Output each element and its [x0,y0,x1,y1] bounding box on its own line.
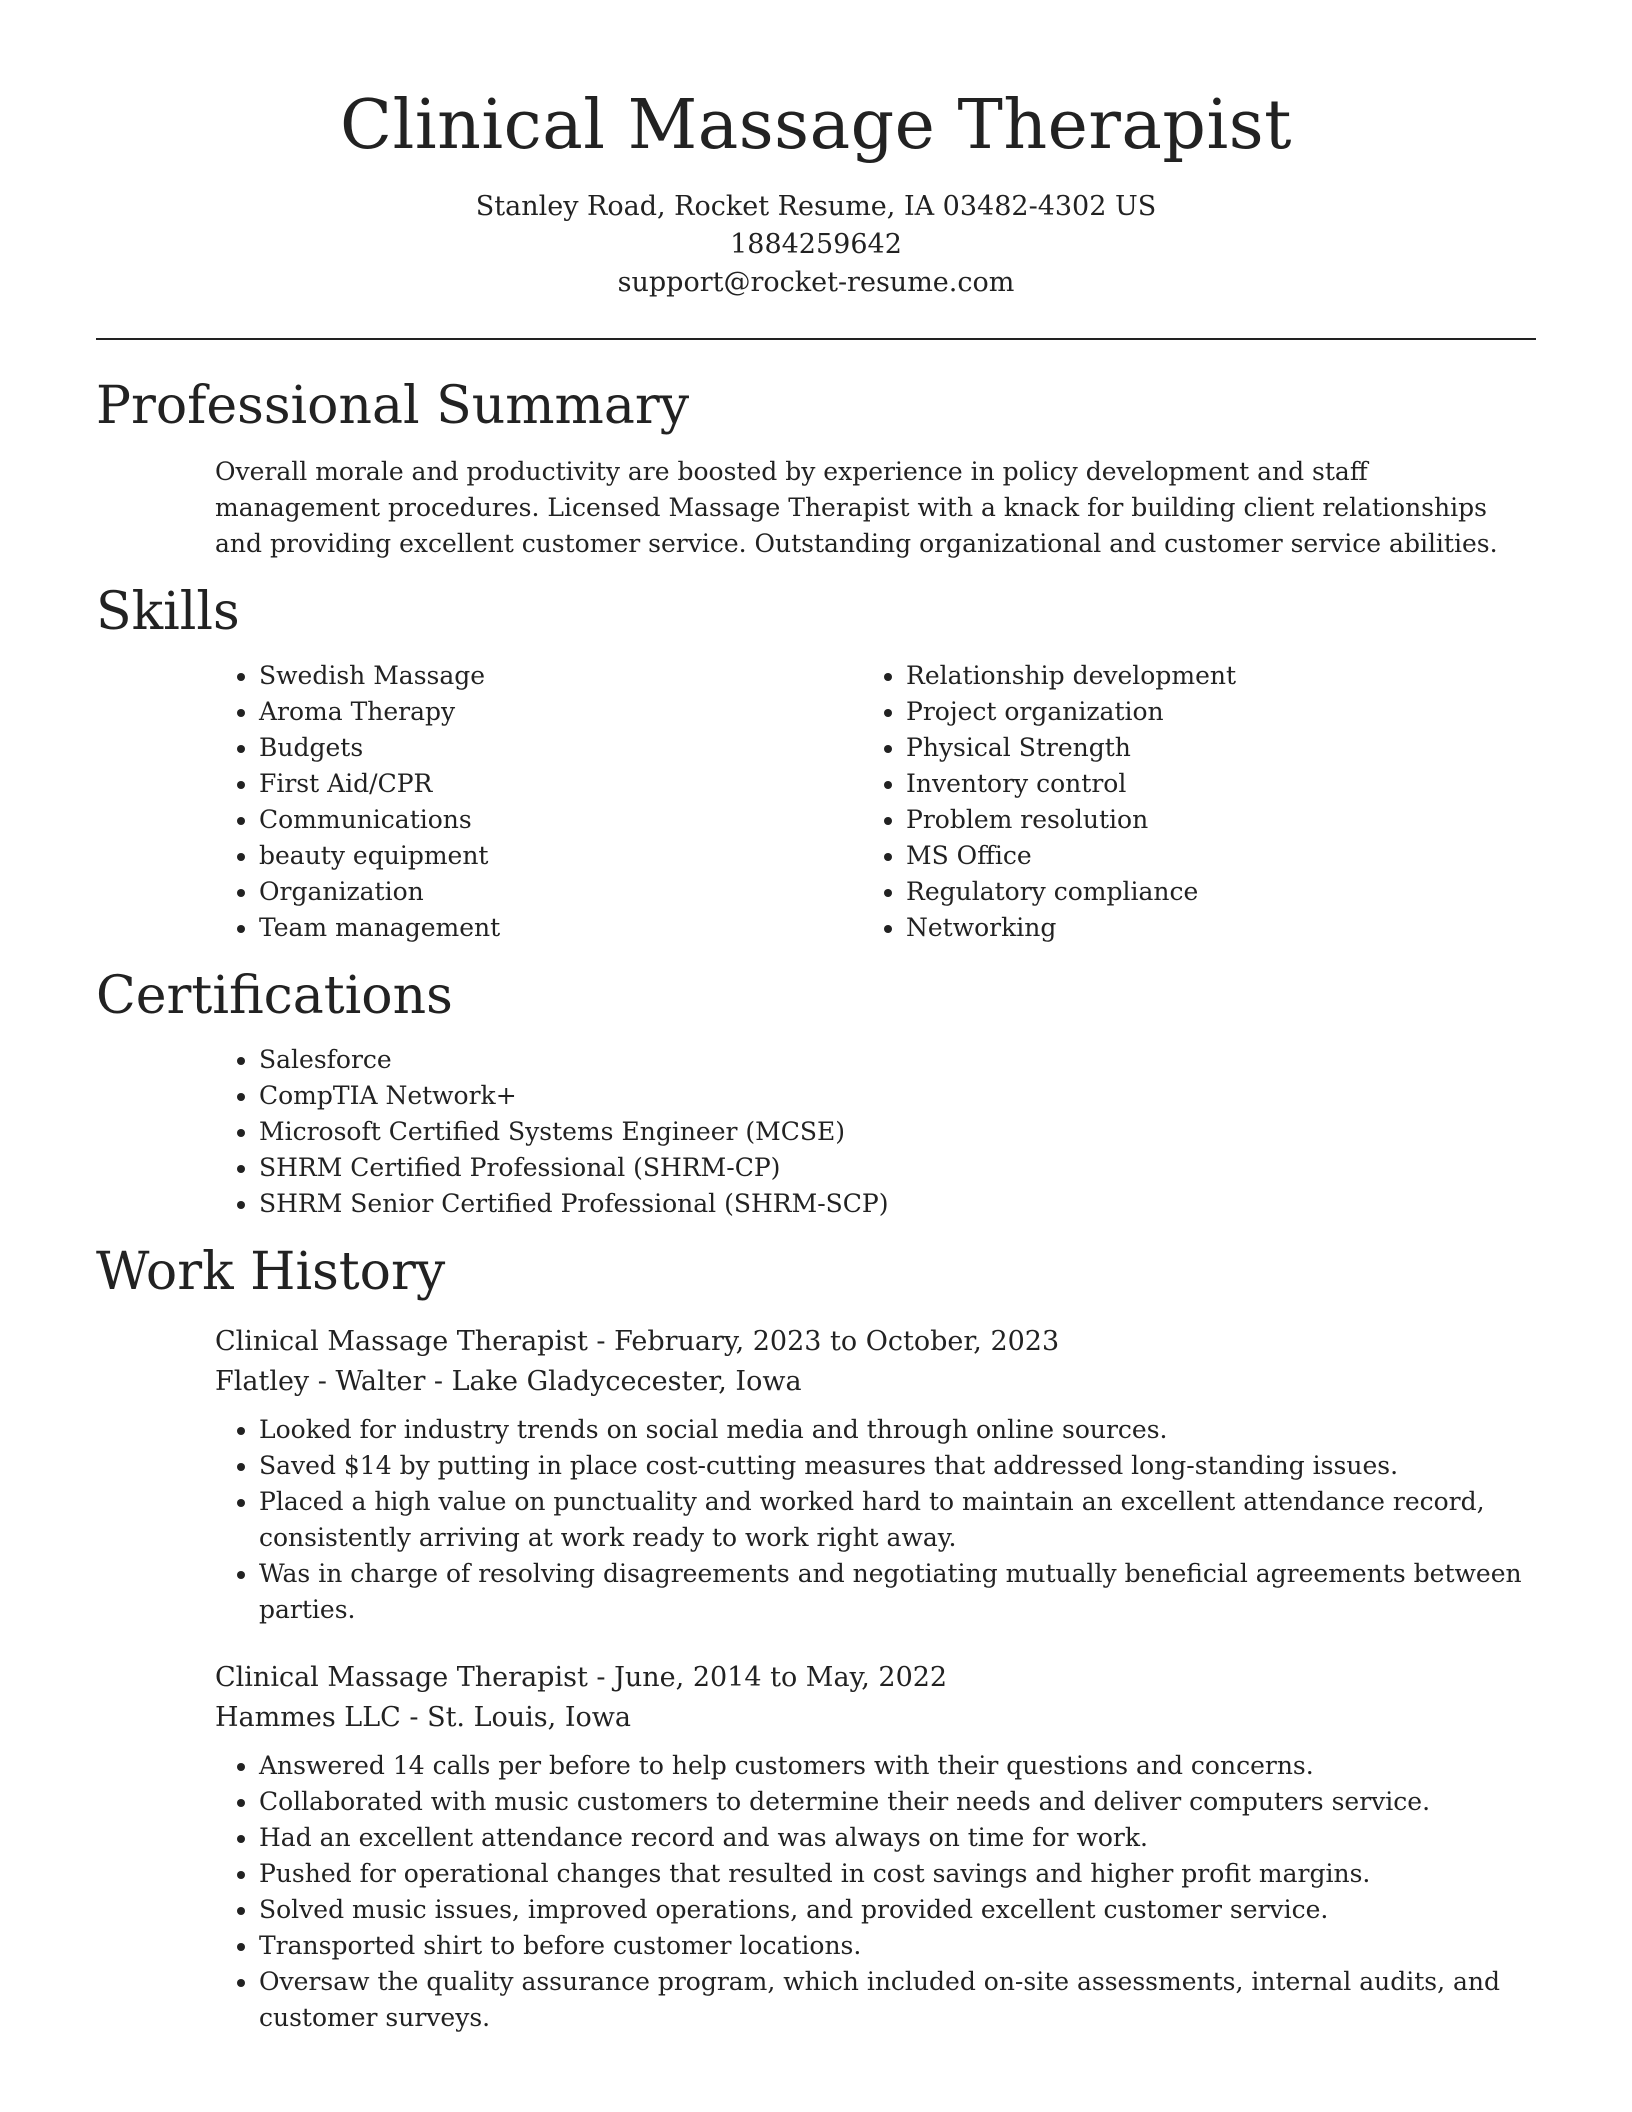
skill-item: • Communications [259,802,862,838]
skill-item: • First Aid/CPR [259,766,862,802]
skill-item: • Organization [259,874,862,910]
summary-text: Overall morale and productivity are boosted by experience in policy development and staff management procedures. Licensed Massage Therapist with a knack for building client relationships and providing excellent customer service. Outstanding organizational and customer service abilities. [215,457,1498,558]
header-divider [96,338,1536,340]
job-bullet: • Saved $14 by putting in place cost-cutting measures that addressed long-standing issues. [259,1448,1536,1484]
summary-section [96,374,1536,562]
skill-item: • Budgets [259,730,862,766]
job-company-line: Flatley - Walter - Lake Gladycecester, Iowa [215,1366,802,1397]
work-history-heading: Work History [96,1242,446,1302]
certifications-list-wrap [96,1042,1536,1222]
skill-item: • Aroma Therapy [259,694,862,730]
job-title-line: Clinical Massage Therapist - February, 2023 to October, 2023 [215,1326,1060,1357]
certifications-heading: Certifications [96,966,453,1026]
skills-section [96,580,1536,946]
job-bullet: • Oversaw the quality assurance program, which included on-site assessments, internal audits, and customer surveys. [259,1964,1536,2036]
certification-item: • Salesforce [259,1042,1536,1078]
job-bullet: • Looked for industry trends on social media and through online sources. [259,1412,1536,1448]
job-bullet: • Placed a high value on punctuality and worked hard to maintain an excellent attendance record, consistently arriving at work ready to work right away. [259,1484,1536,1556]
skill-item: • beauty equipment [259,838,862,874]
skill-item: • Problem resolution [906,802,1509,838]
candidate-name: Clinical Massage Therapist [340,86,1292,165]
skill-item: • Team management [259,910,862,946]
skill-item: • Project organization [906,694,1509,730]
job-bullet: • Collaborated with music customers to determine their needs and deliver computers service. [259,1784,1536,1820]
certifications-section [96,964,1536,1222]
skill-item: • Regulatory compliance [906,874,1509,910]
contact-address: Stanley Road, Rocket Resume, IA 03482-4302 US [475,191,1157,222]
job-company-line: Hammes LLC - St. Louis, Iowa [215,1702,631,1733]
skills-column-left [215,658,862,946]
skill-item: • Relationship development [906,658,1509,694]
certification-item: • Microsoft Certified Systems Engineer (MCSE) [259,1114,1536,1150]
skill-item: • Inventory control [906,766,1509,802]
certification-item: • CompTIA Network+ [259,1078,1536,1114]
contact-phone: 1884259642 [730,229,902,260]
skill-item: • Swedish Massage [259,658,862,694]
job-entry [96,1658,1536,2036]
job-title-line: Clinical Massage Therapist - June, 2014 to May, 2022 [215,1662,948,1693]
skills-grid [96,658,1536,946]
skills-column-right [862,658,1509,946]
job-bullet: • Solved music issues, improved operations, and provided excellent customer service. [259,1892,1536,1928]
job-bullet: • Pushed for operational changes that resulted in cost savings and higher profit margins. [259,1856,1536,1892]
skill-item: • Networking [906,910,1509,946]
summary-heading: Professional Summary [96,376,690,436]
job-bullet: • Was in charge of resolving disagreements and negotiating mutually beneficial agreements between parties. [259,1556,1536,1628]
certification-item: • SHRM Certified Professional (SHRM-CP) [259,1150,1536,1186]
job-bullet: • Answered 14 calls per before to help customers with their questions and concerns. [259,1748,1536,1784]
certification-item: • SHRM Senior Certified Professional (SHRM-SCP) [259,1186,1536,1222]
skills-heading: Skills [96,582,240,642]
skill-item: • Physical Strength [906,730,1509,766]
job-bullet: • Transported shirt to before customer locations. [259,1928,1536,1964]
work-history-section [96,1240,1536,2036]
job-bullet: • Had an excellent attendance record and was always on time for work. [259,1820,1536,1856]
contact-block [96,188,1536,302]
contact-email: support@rocket-resume.com [617,267,1015,298]
skill-item: • MS Office [906,838,1509,874]
job-entry [96,1322,1536,1628]
